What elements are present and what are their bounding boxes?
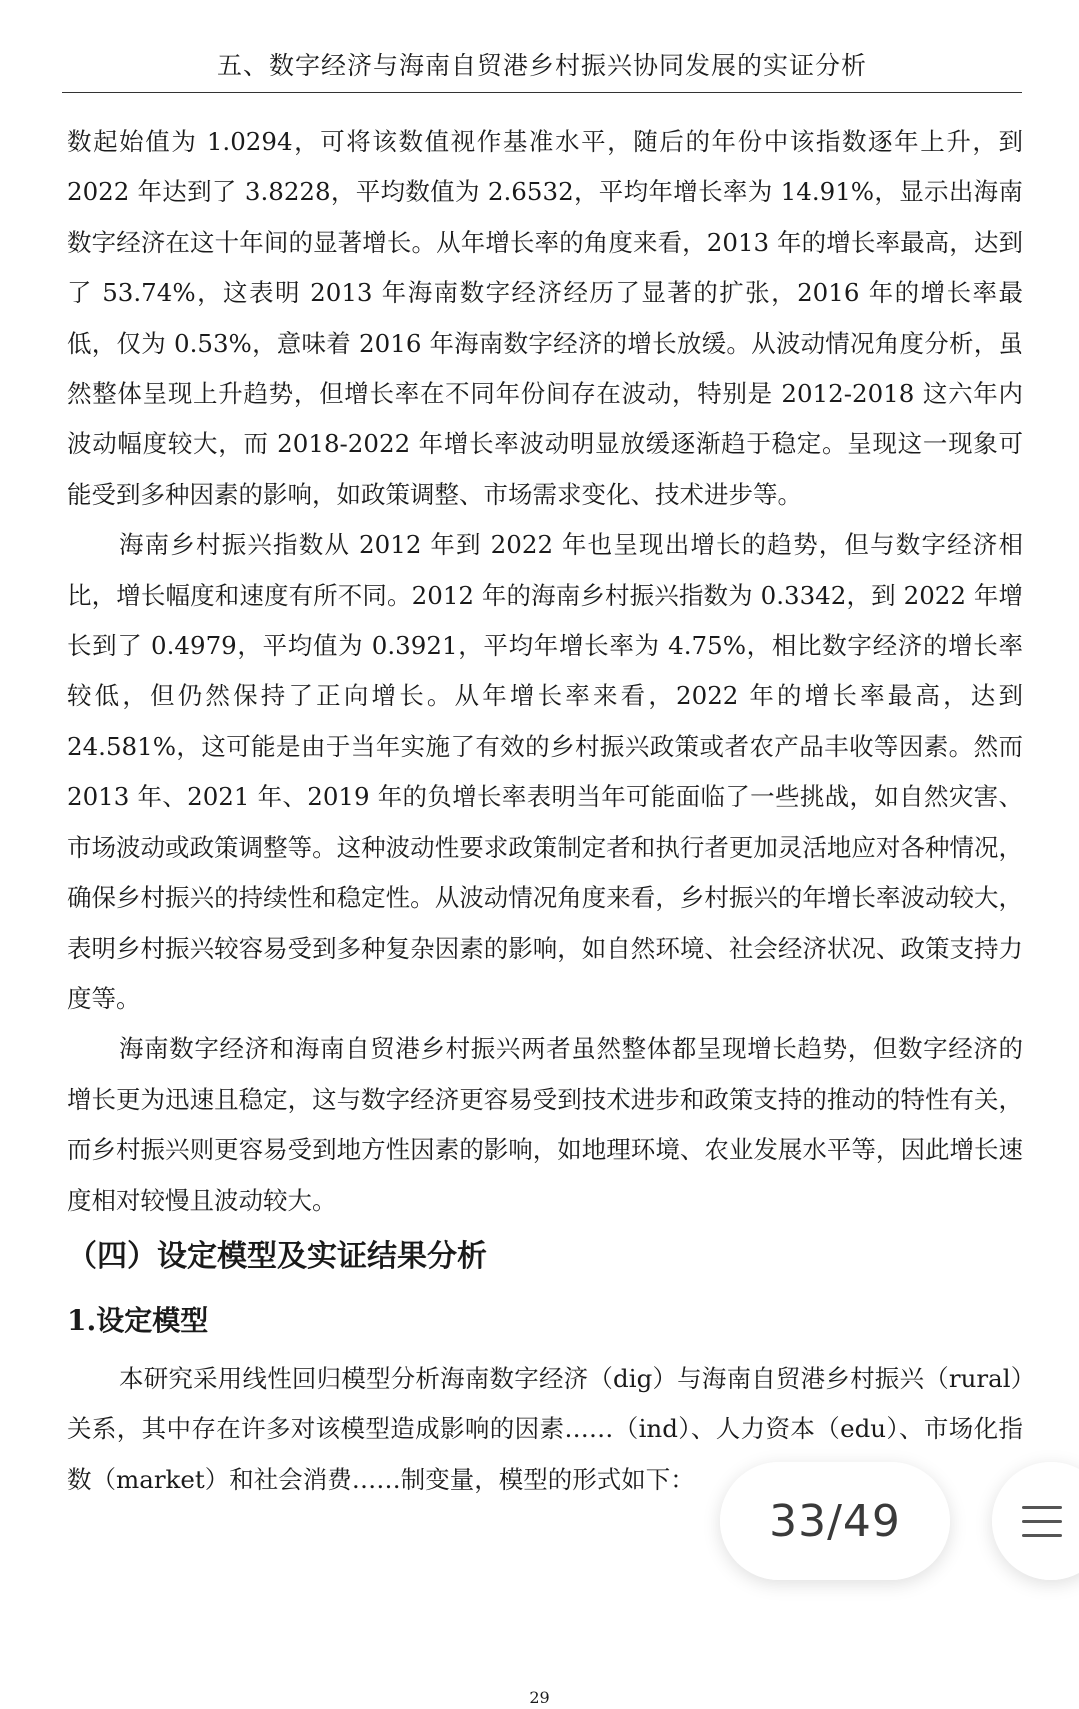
document-body [67, 117, 1023, 1505]
model-paragraph: 本研究采用线性回归模型分析海南数字经济（dig）与海南自贸港乡村振兴（rural）关系，其中存在许多对该模型造成影响的因素……（ind）、人力资本（edu）、市场化指数（market）和社会消费……制变量，模型的形式如下： [67, 1363, 1023, 1494]
section-heading: （四）设定模型及实证结果分析 [67, 1238, 487, 1274]
page-number: 29 [529, 1688, 550, 1707]
body-paragraph-2: 海南乡村振兴指数从 2012 年到 2022 年也呈现出增长的趋势，但与数字经济相比，增长幅度和速度有所不同。2012 年的海南乡村振兴指数为 0.3342，到 2022 年增长到了 0.4979，平均值为 0.3921，平均年增长率为 4.75%，相比数字经济的增长率较低，但仍然保持了正向增长。从年增长率来看，2022 年的增长率最高，达到 24.581%，这可能是由于当年实施了有效的乡村振兴政策或者农产品丰收等因素。然而 2013 年、2021 年、2019 年的负增长率表明当年可能面临了一些挑战，如自然灾害、市场波动或政策调整等。这种波动性要求政策制定者和执行者更加灵活地应对各种情况，确保乡村振兴的持续性和稳定性。从波动情况角度来看，乡村振兴的年增长率波动较大，表明乡村振兴较容易受到多种复杂因素的影响，如自然环境、社会经济状况、政策支持力度等。 [67, 530, 1023, 1013]
subsection-heading: 1.设定模型 [67, 1303, 209, 1337]
page-indicator-label: 33/49 [769, 1495, 901, 1547]
body-paragraph-3: 海南数字经济和海南自贸港乡村振兴两者虽然整体都呈现增长趋势，但数字经济的增长更为迅速且稳定，这与数字经济更容易受到技术进步和政策支持的推动的特性有关，而乡村振兴则更容易受到地方性因素的影响，如地理环境、农业发展水平等，因此增长速度相对较慢且波动较大。 [67, 1034, 1023, 1215]
header-divider [62, 92, 1022, 93]
running-header: 五、数字经济与海南自贸港乡村振兴协同发展的实证分析 [216, 51, 867, 80]
body-paragraph-1: 数起始值为 1.0294，可将该数值视作基准水平，随后的年份中该指数逐年上升，到 2022 年达到了 3.8228，平均数值为 2.6532，平均年增长率为 14.91%，显示出海南数字经济在这十年间的显著增长。从年增长率的角度来看，2013 年的增长率最高，达到了 53.74%，这表明 2013 年海南数字经济经历了显著的扩张，2016 年的增长率最低，仅为 0.53%，意味着 2016 年海南数字经济的增长放缓。从波动情况角度分析，虽然整体呈现上升趋势，但增长率在不同年份间存在波动，特别是 2012-2018 这六年内波动幅度较大，而 2018-2022 年增长率波动明显放缓逐渐趋于稳定。呈现这一现象可能受到多种因素的影响，如政策调整、市场需求变化、技术进步等。 [67, 127, 1023, 509]
page-indicator-button[interactable] [720, 1462, 950, 1580]
